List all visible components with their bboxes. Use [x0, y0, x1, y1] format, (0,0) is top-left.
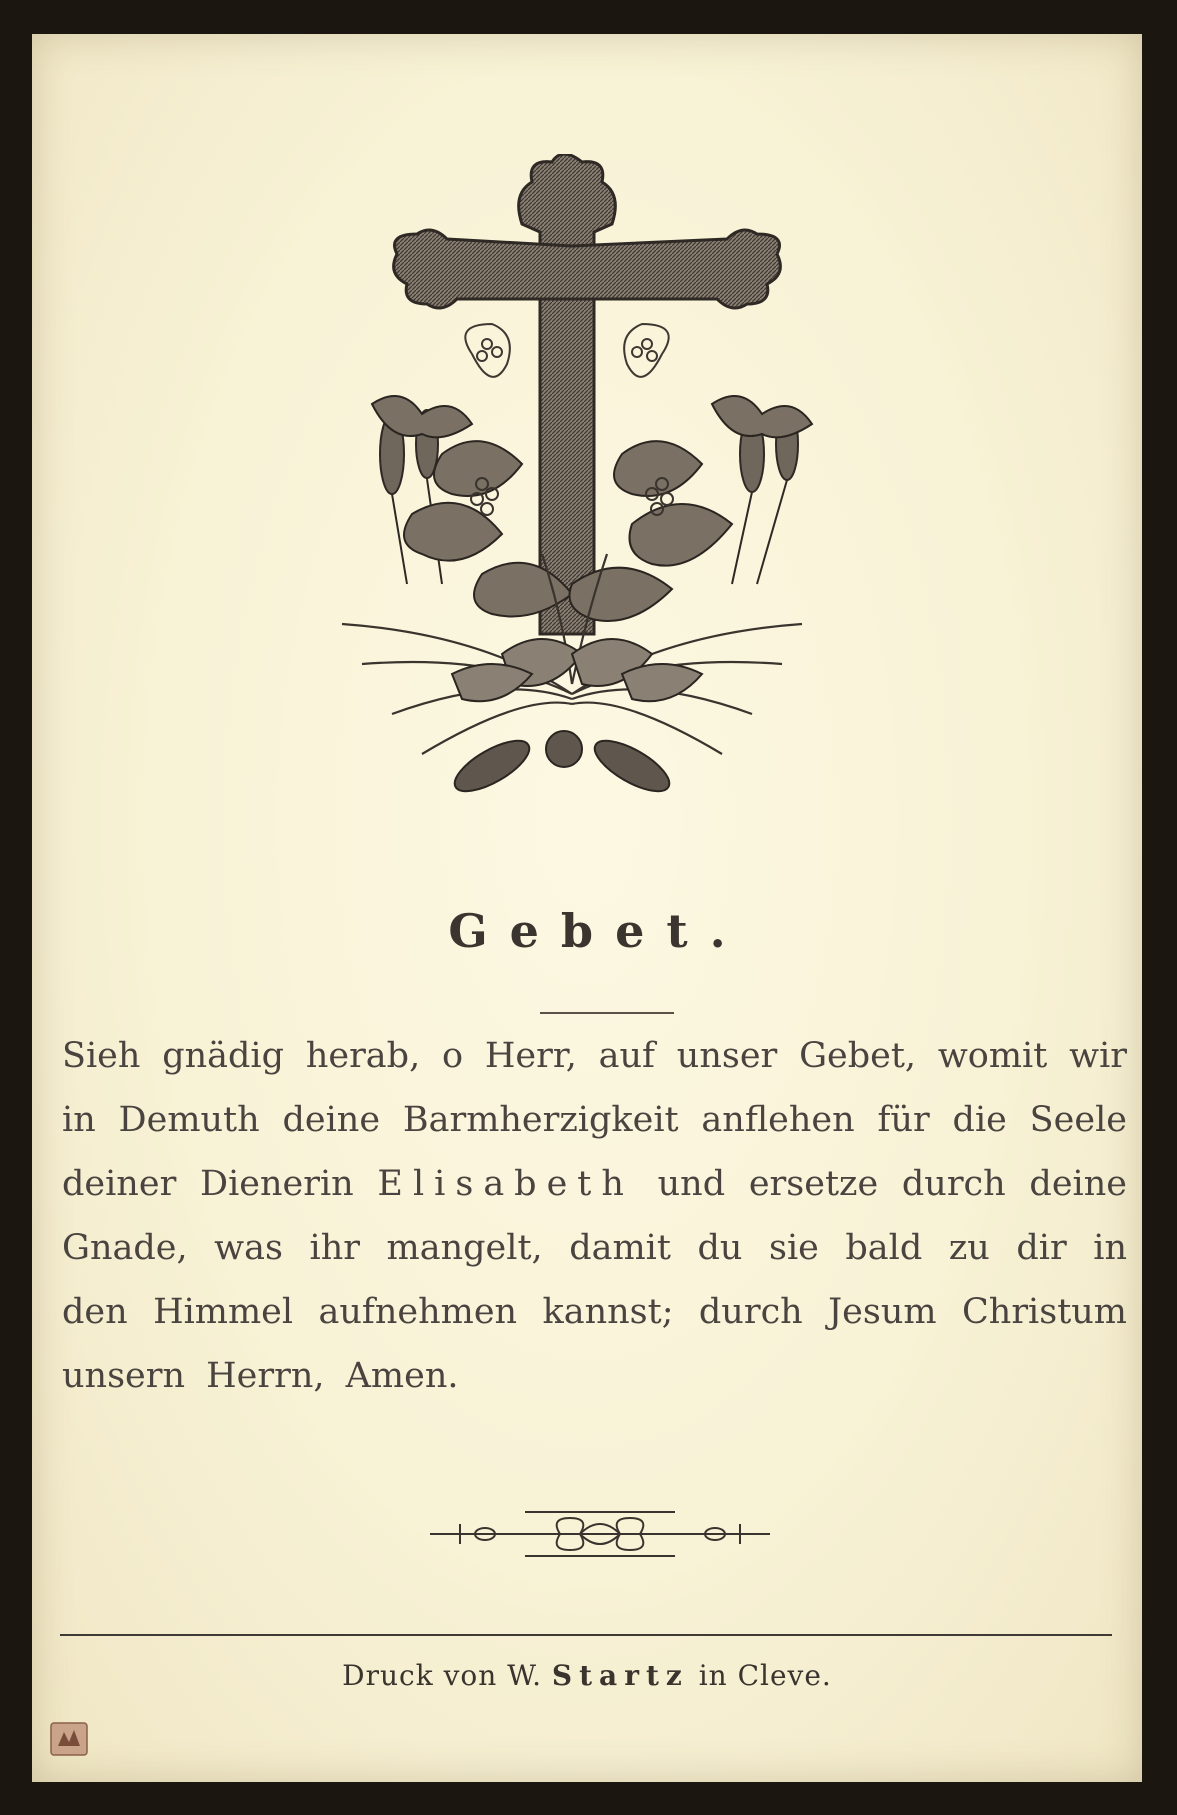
title-underline	[540, 1012, 674, 1014]
deceased-name: Elisabeth	[377, 1164, 634, 1204]
printer-name: Startz	[551, 1659, 689, 1692]
prayer-text	[62, 1024, 1127, 1408]
card-paper	[32, 34, 1142, 1782]
printer-prefix: Druck von W.	[342, 1659, 542, 1692]
printer-imprint	[32, 1659, 1142, 1692]
prayer-text-part2: und ersetze durch deine Gnade, was ihr mangelt, damit du sie bald zu dir in den Himmel aufnehmen kannst; durch Jesum Christum unsern Herrn, Amen.	[62, 1164, 1127, 1396]
collector-stamp-icon	[50, 1722, 88, 1756]
cross-with-vines-icon	[332, 154, 872, 874]
footer-rule	[60, 1634, 1112, 1636]
prayer-title: Gebet.	[448, 904, 748, 958]
prayer-text-part1: Sieh gnädig herab, o Herr, auf unser Gebet, womit wir in Demuth deine Barmherzigkeit anflehen für die Seele deiner Dienerin	[62, 1036, 1127, 1204]
printer-suffix: in Cleve.	[698, 1659, 832, 1692]
ornamental-divider-icon	[430, 1504, 770, 1564]
